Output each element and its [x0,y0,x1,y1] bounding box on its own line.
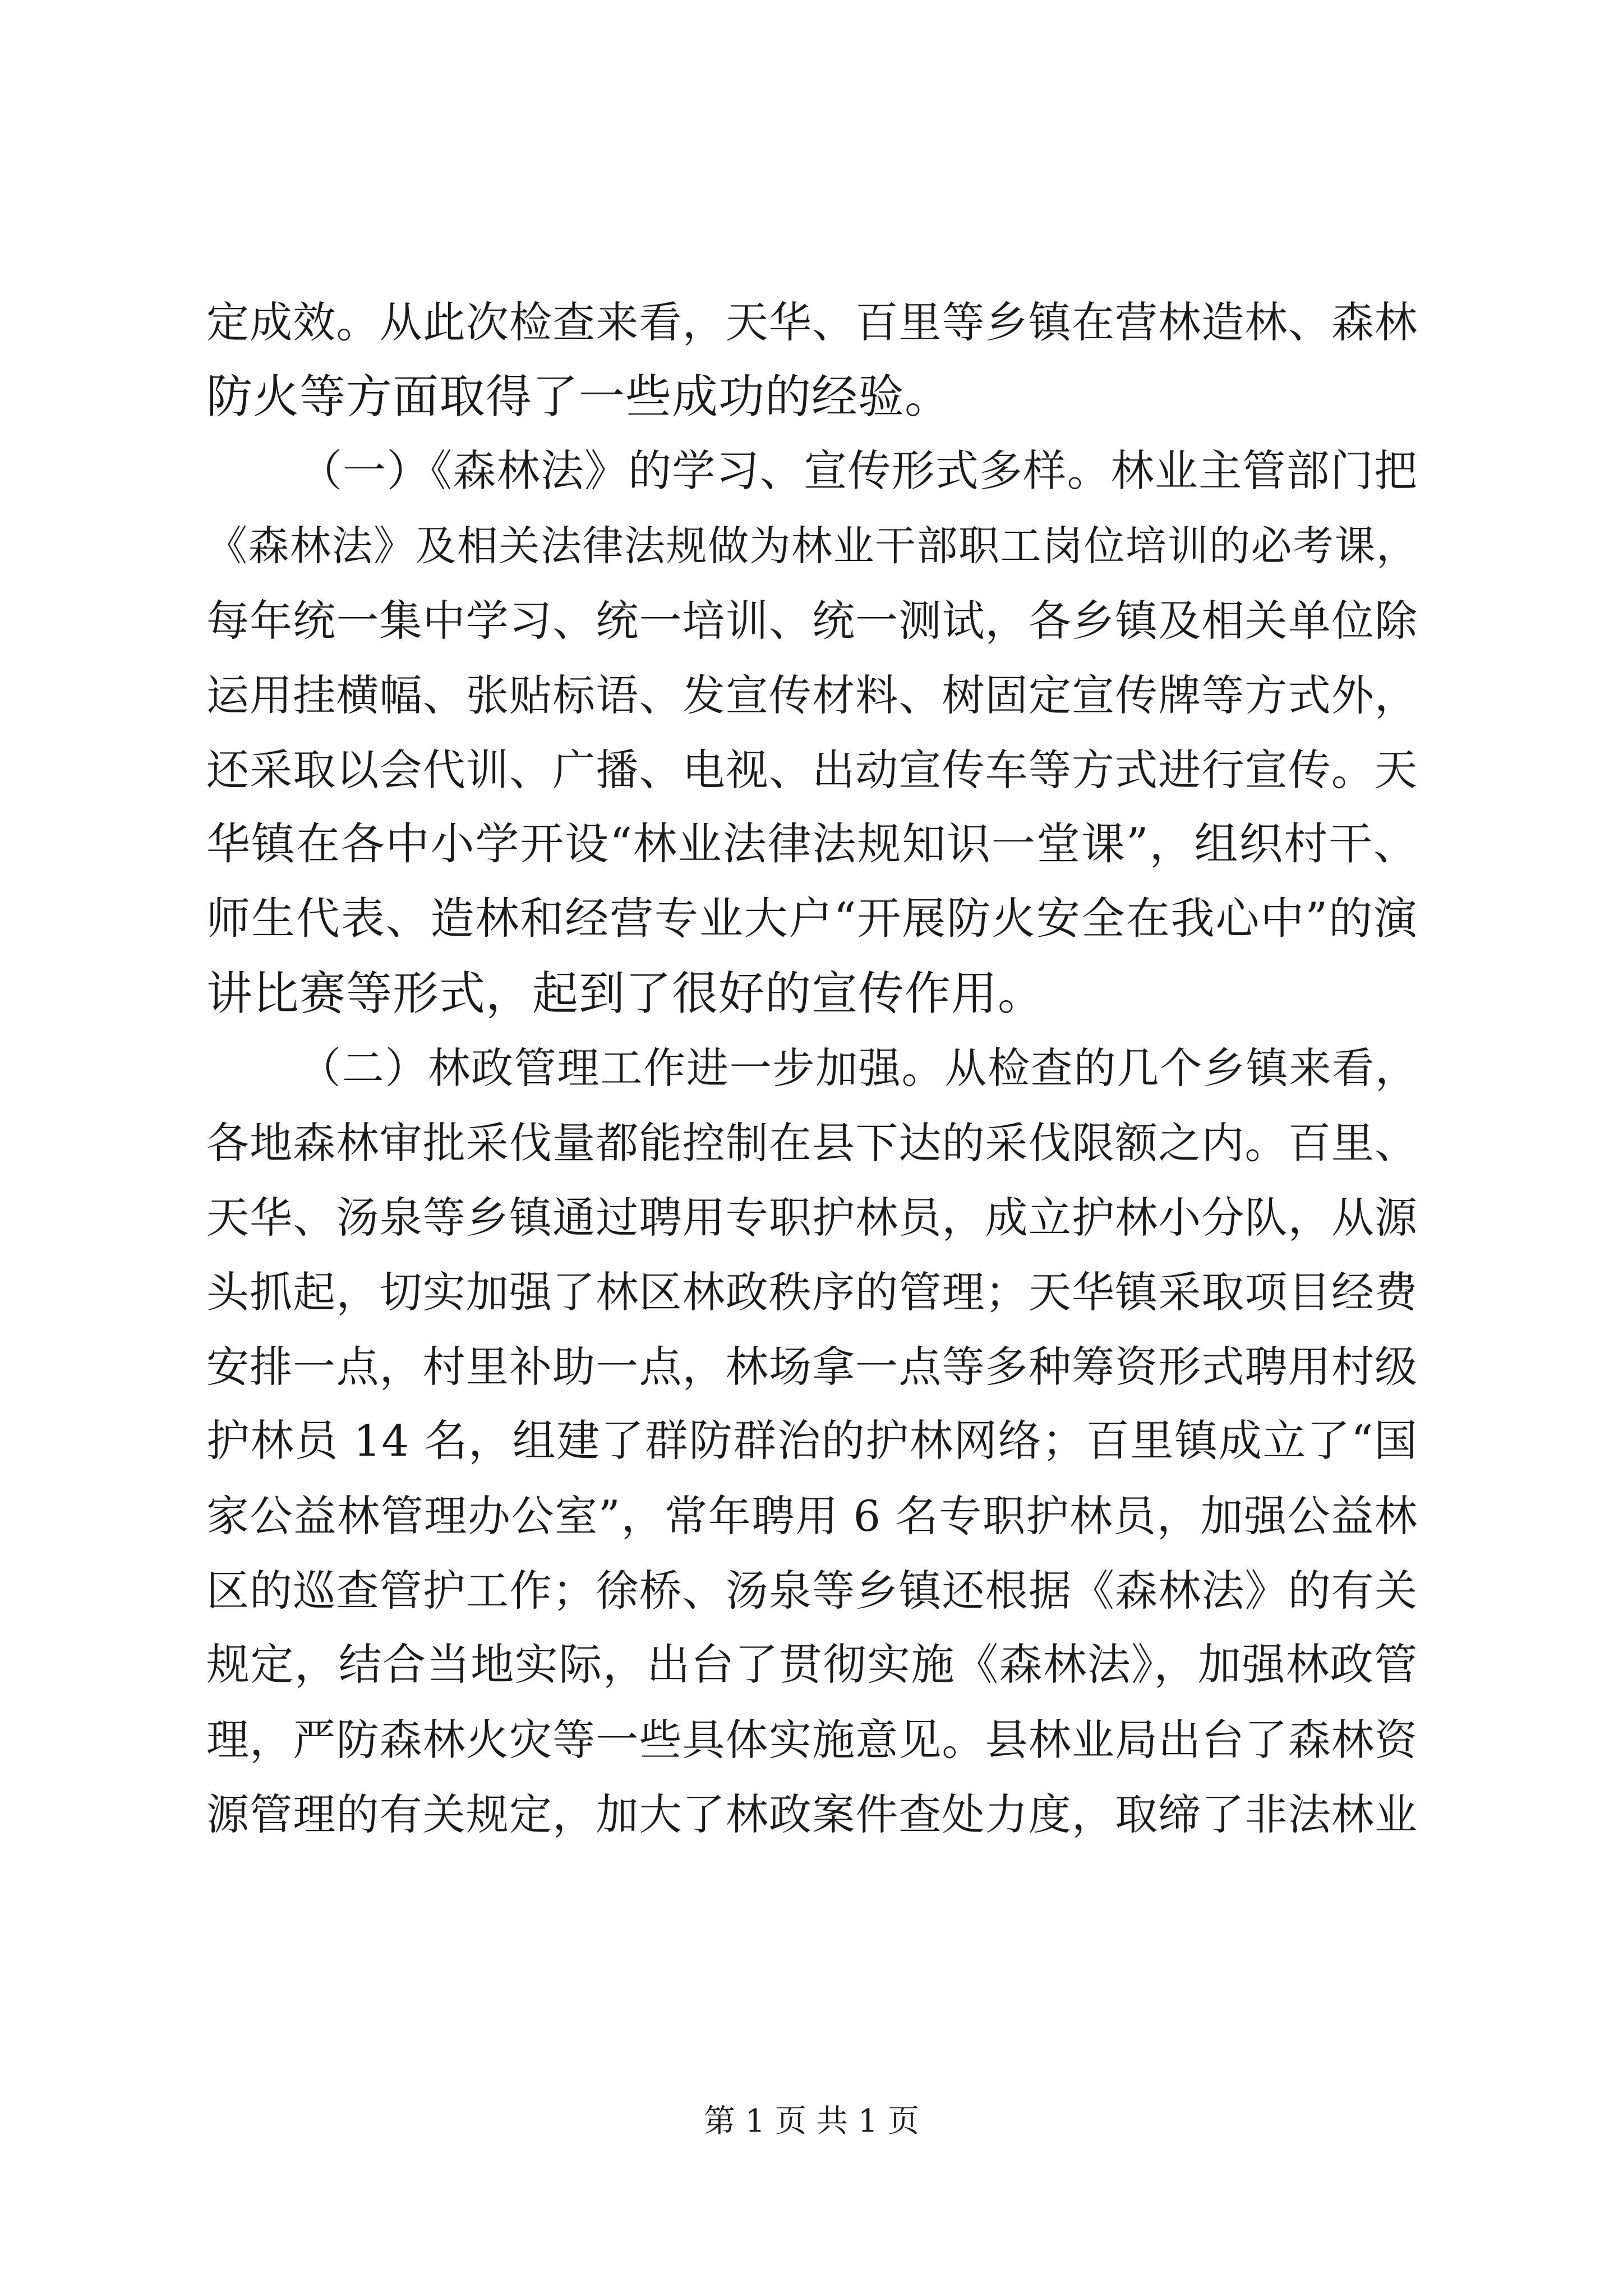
text-line: 华镇在各中小学开设“林业法律法规知识一堂课”，组织村干、 [206,819,1418,869]
page-footer: 第 1 页 共 1 页 [703,2103,920,2139]
text-line: 还采取以会代训、广播、电视、出动宣传车等方式进行宣传。天 [206,745,1418,795]
text-line: 理，严防森林火灾等一些具体实施意见。县林业局出台了森林资 [206,1715,1418,1765]
text-line: 护林员 14 名，组建了群防群治的护林网络；百里镇成立了“国 [206,1416,1418,1466]
text-line: 《森林法》及相关法律法规做为林业干部职工岗位培训的必考课， [206,522,1418,570]
paragraph-first-line: （一）《森林法》的学习、宣传形式多样。林业主管部门把 [299,447,1418,496]
text-line: 定成效。从此次检查来看，天华、百里等乡镇在营林造林、森林 [206,297,1418,347]
text-line: 防火等方面取得了一些成功的经验。 [206,370,952,424]
text-line: 每年统一集中学习、统一培训、统一测试，各乡镇及相关单位除 [206,596,1418,646]
text-line: 头抓起，切实加强了林区林政秩序的管理；天华镇采取项目经费 [206,1267,1418,1317]
text-line: 源管理的有关规定，加大了林政案件查处力度，取缔了非法林业 [206,1789,1418,1839]
text-line: 各地森林审批采伐量都能控制在县下达的采伐限额之内。百里、 [206,1118,1418,1168]
text-line: 规定，结合当地实际，出台了贯彻实施《森林法》，加强林政管 [206,1640,1418,1690]
text-line: 天华、汤泉等乡镇通过聘用专职护林员，成立护林小分队，从源 [206,1193,1418,1243]
text-line: 家公益林管理办公室”，常年聘用 6 名专职护林员，加强公益林 [206,1491,1418,1541]
paragraph-first-line: （二）林政管理工作进一步加强。从检查的几个乡镇来看， [299,1043,1418,1093]
text-line: 讲比赛等形式，起到了很好的宣传作用。 [206,967,1045,1020]
document-body [206,285,1418,1852]
text-line: 区的巡查管护工作；徐桥、汤泉等乡镇还根据《森林法》的有关 [206,1566,1418,1616]
text-line: 师生代表、造林和经营专业大户“开展防火安全在我心中”的演 [206,894,1418,944]
text-line: 运用挂横幅、张贴标语、发宣传材料、树固定宣传牌等方式外， [206,670,1418,720]
text-line: 安排一点，村里补助一点，林场拿一点等多种筹资形式聘用村级 [206,1342,1418,1392]
